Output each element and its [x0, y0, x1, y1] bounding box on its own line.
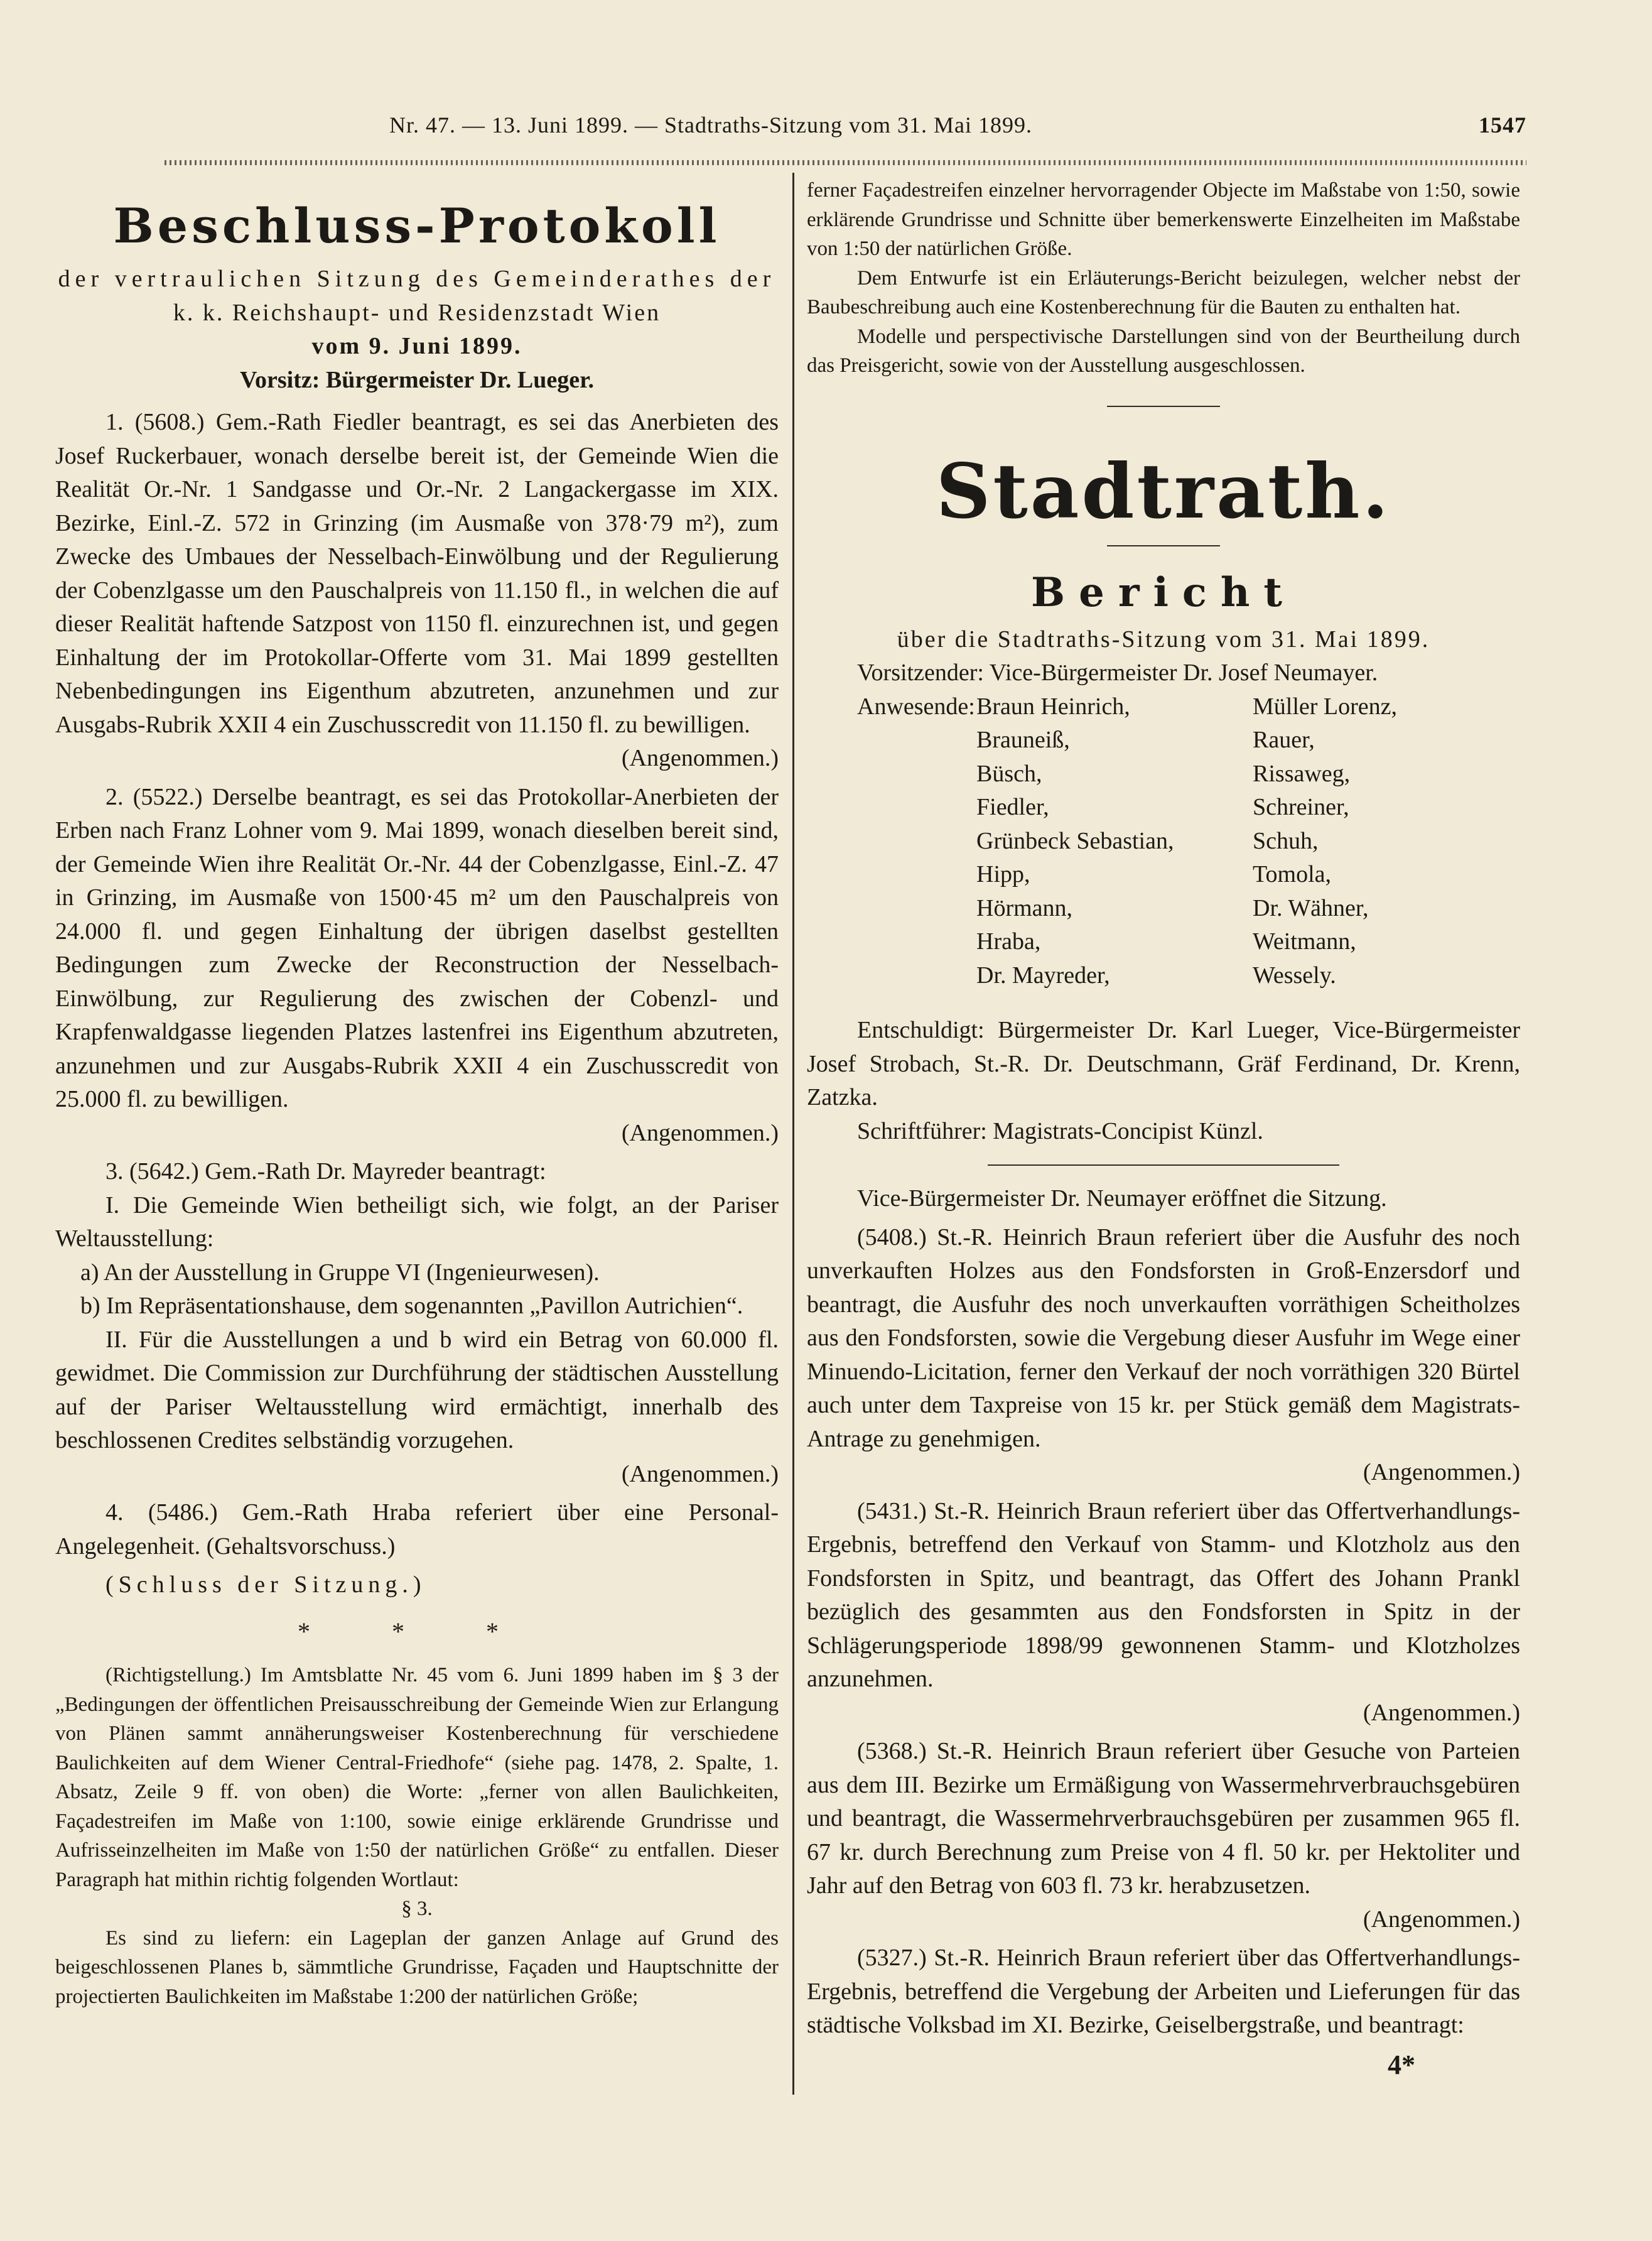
- item-3-I: I. Die Gemeinde Wien betheiligt sich, wie folgt, an der Pariser Weltausstellung:: [55, 1191, 779, 1252]
- excused-list: Entschuldigt: Bürgermeister Dr. Karl Lueger, Vice-Bürgermeister Josef Strobach, St.-R. Dr. Deutschmann, Gräf Ferdinand, Dr. Krenn, Zatzka.: [807, 1017, 1520, 1110]
- attendee: Hörmann,: [976, 894, 1073, 921]
- protocol-subtitle-2: k. k. Reichshaupt- und Residenzstadt Wien: [173, 299, 661, 326]
- protocol-chair: Vorsitz: Bürgermeister Dr. Lueger.: [240, 366, 594, 393]
- attendee: Müller Lorenz,: [1253, 693, 1398, 720]
- stadtrath-title: Stadtrath.: [936, 447, 1391, 536]
- session-closing: (Schluss der Sitzung.): [105, 1571, 426, 1598]
- secretary: Schriftführer: Magistrats-Concipist Künzl.: [857, 1117, 1263, 1144]
- attendee: Hraba,: [976, 928, 1041, 955]
- report-item-5431: (5431.) St.-R. Heinrich Braun referiert über das Offertverhandlungs-Ergebnis, betreffend den Verkauf von Stamm- und Klotzholz aus den Fondsforsten in Spitz, und beantragt, das Offert des Johann Prankl bezüglich des gesammten aus den Fondsforsten in Spitz in der Schlägerungsperiode 1898/99 gewonnenen Stamm- und Klotzholzes anzunehmen.: [807, 1497, 1520, 1692]
- separator-stars: * * *: [298, 1617, 536, 1646]
- protocol-date: vom 9. Juni 1899.: [311, 333, 522, 359]
- continuation-text-3: Modelle und perspectivische Darstellungen sind von der Beurtheilung durch das Preisgericht, sowie von der Ausstellung ausgeschlossen.: [807, 325, 1520, 377]
- report-title: Bericht: [1031, 568, 1296, 616]
- continuation-text-2: Dem Entwurfe ist ein Erläuterungs-Bericht beizulegen, welcher nebst der Baubeschreibung auch eine Kostenberechnung für die Bauten zu enthalten hat.: [807, 266, 1520, 318]
- session-opening: Vice-Bürgermeister Dr. Neumayer eröffnet die Sitzung.: [857, 1185, 1387, 1212]
- item-1: 1. (5608.) Gem.-Rath Fiedler beantragt, es sei das Anerbieten des Josef Ruckerbauer, wonach derselbe bereit ist, der Gemeinde Wien die Realität Or.-Nr. 1 Sandgasse und Or.-Nr. 2 Langackergasse im XIX. Bezirke, Einl.-Z. 572 in Grinzing (im Ausmaße von 378·79 m²), zum Zwecke des Umbaues der Nesselbach-Einwölbung und der Regulierung der Cobenzlgasse um den Pauschalpreis von 11.150 fl., in welchen die auf dieser Realität haftende Satzpost von 1150 fl. einzurechnen ist, und gegen Einhaltung der im Protokollar-Offerte vom 31. Mai 1899 gestellten Nebenbedingungen ins Eigenthum abzutreten, anzunehmen und zur Ausgabs-Rubrik XXII 4 ein Zuschusscredit von 11.150 fl. zu bewilligen.: [55, 409, 779, 738]
- running-head: [264, 108, 1526, 146]
- protocol-title: Beschluss-Protokoll: [113, 198, 721, 254]
- report-item-5408-status: (Angenommen.): [1363, 1459, 1520, 1485]
- item-3-a: a) An der Ausstellung in Gruppe VI (Ingenieurwesen).: [80, 1259, 600, 1286]
- report-item-5368-status: (Angenommen.): [1363, 1906, 1520, 1933]
- item-2-status: (Angenommen.): [621, 1119, 779, 1146]
- section-heading: § 3.: [401, 1897, 433, 1920]
- attendance-col-2: [1253, 690, 1529, 993]
- item-3-II: II. Für die Ausstellungen a und b wird ein Betrag von 60.000 fl. gewidmet. Die Commission zur Durchführung der städtischen Ausstellung auf der Pariser Weltausstellung wird ermächtigt, innerhalb des beschlossenen Credites selbständig vorzugehen.: [55, 1326, 779, 1453]
- report-item-5431-status: (Angenommen.): [1363, 1699, 1520, 1726]
- correction-note: (Richtigstellung.) Im Amtsblatte Nr. 45 vom 6. Juni 1899 haben im § 3 der „Bedingungen der öffentlichen Preisausschreibung der Gemeinde Wien zur Erlangung von Plänen sammt annäherungsweiser Kostenberechnung für verschiedene Baulichkeiten auf dem Wiener Central-Friedhofe“ (siehe pag. 1478, 2. Spalte, 1. Absatz, Zeile 9 ff. von oben) die Worte: „ferner von allen Baulichkeiten, Façadestreifen im Maße von 1:100, sowie einige erklärende Grundrisse und Aufrisseinzelheiten im Maße von 1:50 der natürlichen Größe“ zu entfallen. Dieser Paragraph hat mithin richtig folgenden Wortlaut:: [55, 1664, 779, 1891]
- item-3: 3. (5642.) Gem.-Rath Dr. Mayreder beantragt:: [105, 1158, 546, 1185]
- section-text: Es sind zu liefern: ein Lageplan der ganzen Anlage auf Grund des beigeschlossenen Planes b, sämmtliche Grundrisse, Façaden und Hauptschnitte der projectierten Baulichkeiten im Maßstabe 1:200 der natürlichen Größe;: [55, 1926, 779, 2008]
- attendee: Dr. Wähner,: [1253, 894, 1369, 921]
- column-divider: [792, 173, 794, 2095]
- item-2: 2. (5522.) Derselbe beantragt, es sei das Protokollar-Anerbieten der Erben nach Franz Lohner vom 9. Mai 1899, wonach dieselben bereit sind, der Gemeinde Wien ihre Realität Or.-Nr. 44 der Cobenzlgasse, Einl.-Z. 47 in Grinzing, im Ausmaße von 1500·45 m² um den Pauschalpreis von 24.000 fl. und gegen Einhaltung der übrigen daselbst gestellten Bedingungen zum Zwecke der Reconstruction der Nesselbach-Einwölbung, zur Regulierung des zwischen der Cobenzl- und Krapfenwaldgasse liegenden Platzes lastenfrei ins Eigenthum abzutreten, anzunehmen und zur Ausgabs-Rubrik XXII 4 ein Zuschusscredit von 25.000 fl. zu bewilligen.: [55, 783, 779, 1112]
- report-chair: Vorsitzender: Vice-Bürgermeister Dr. Josef Neumayer.: [857, 659, 1378, 686]
- item-1-status: (Angenommen.): [621, 745, 779, 771]
- report-subtitle: über die Stadtraths-Sitzung vom 31. Mai 1899.: [897, 626, 1430, 653]
- attendee: Hipp,: [976, 861, 1030, 887]
- report-item-5408: (5408.) St.-R. Heinrich Braun referiert über die Ausfuhr des noch unverkauften Holzes aus den Fondsforsten in Groß-Enzersdorf und beantragt, die Ausfuhr des noch unverkauften vorräthigen Scheitholzes aus den Fondsforsten, sowie die Vergebung dieser Ausfuhr im Wege einer Minuendo-Licitation, ferner den Verkauf der noch vorräthigen 320 Bürtel auch unter dem Taxpreise von 15 kr. per Stück gemäß dem Magistrats-Antrage zu genehmigen.: [807, 1224, 1520, 1452]
- header-rule: [165, 160, 1526, 165]
- attendee: Dr. Mayreder,: [976, 962, 1110, 989]
- attendee: Wessely.: [1253, 962, 1336, 989]
- attendee: Braun Heinrich,: [976, 693, 1130, 720]
- attendee: Büsch,: [976, 760, 1042, 787]
- signature-mark: 4*: [1388, 2049, 1415, 2080]
- short-rule-2: [1107, 545, 1220, 546]
- attendee: Rauer,: [1253, 727, 1315, 753]
- item-3-status: (Angenommen.): [621, 1460, 779, 1487]
- report-item-5368: (5368.) St.-R. Heinrich Braun referiert über Gesuche von Parteien aus dem III. Bezirke um Ermäßigung von Wassermehrverbrauchsgebüren und beantragt, die Wassermehrverbrauchsgebüren per zusammen 965 fl. 67 kr. durch Berechnung zum Preise von 4 fl. 50 kr. per Hektoliter und Jahr auf den Betrag von 603 fl. 73 kr. herabzusetzen.: [807, 1738, 1520, 1899]
- protocol-subtitle-1: der vertraulichen Sitzung des Gemeinderathes der: [58, 266, 776, 292]
- attendee: Weitmann,: [1253, 928, 1356, 955]
- left-column: [55, 176, 779, 2011]
- continuation-text: ferner Façadestreifen einzelner hervorragender Objecte im Maßstabe von 1:50, sowie erklärende Grundrisse und Schnitte über bemerkenswerte Einzelheiten im Maßstabe von 1:50 der natürlichen Größe.: [807, 179, 1520, 260]
- attendee: Rissaweg,: [1253, 760, 1351, 787]
- page-number: 1547: [1479, 112, 1526, 138]
- attendance-col-1: [976, 690, 1240, 993]
- attendee: Tomola,: [1253, 861, 1332, 887]
- attendee: Schreiner,: [1253, 794, 1349, 820]
- attendee: Schuh,: [1253, 827, 1319, 854]
- short-rule: [1107, 406, 1220, 407]
- section-rule: [988, 1164, 1339, 1166]
- attendance-label: Anwesende:: [857, 693, 975, 720]
- right-column: [807, 176, 1520, 2043]
- header-title: Nr. 47. — 13. Juni 1899. — Stadtraths-Sitzung vom 31. Mai 1899.: [389, 112, 1032, 138]
- attendance-list: [807, 690, 1520, 993]
- attendee: Grünbeck Sebastian,: [976, 827, 1174, 854]
- item-4: 4. (5486.) Gem.-Rath Hraba referiert über eine Personal-Angelegenheit. (Gehaltsvorschuss.): [55, 1499, 779, 1560]
- item-3-b: b) Im Repräsentationshause, dem sogenannten „Pavillon Autrichien“.: [80, 1293, 743, 1319]
- attendee: Brauneiß,: [976, 727, 1070, 753]
- report-item-5327: (5327.) St.-R. Heinrich Braun referiert über das Offertverhandlungs-Ergebnis, betreffend die Vergebung der Arbeiten und Lieferungen für das städtische Volksbad im XI. Bezirke, Geiselbergstraße, und beantragt:: [807, 1945, 1520, 2038]
- attendee: Fiedler,: [976, 794, 1049, 820]
